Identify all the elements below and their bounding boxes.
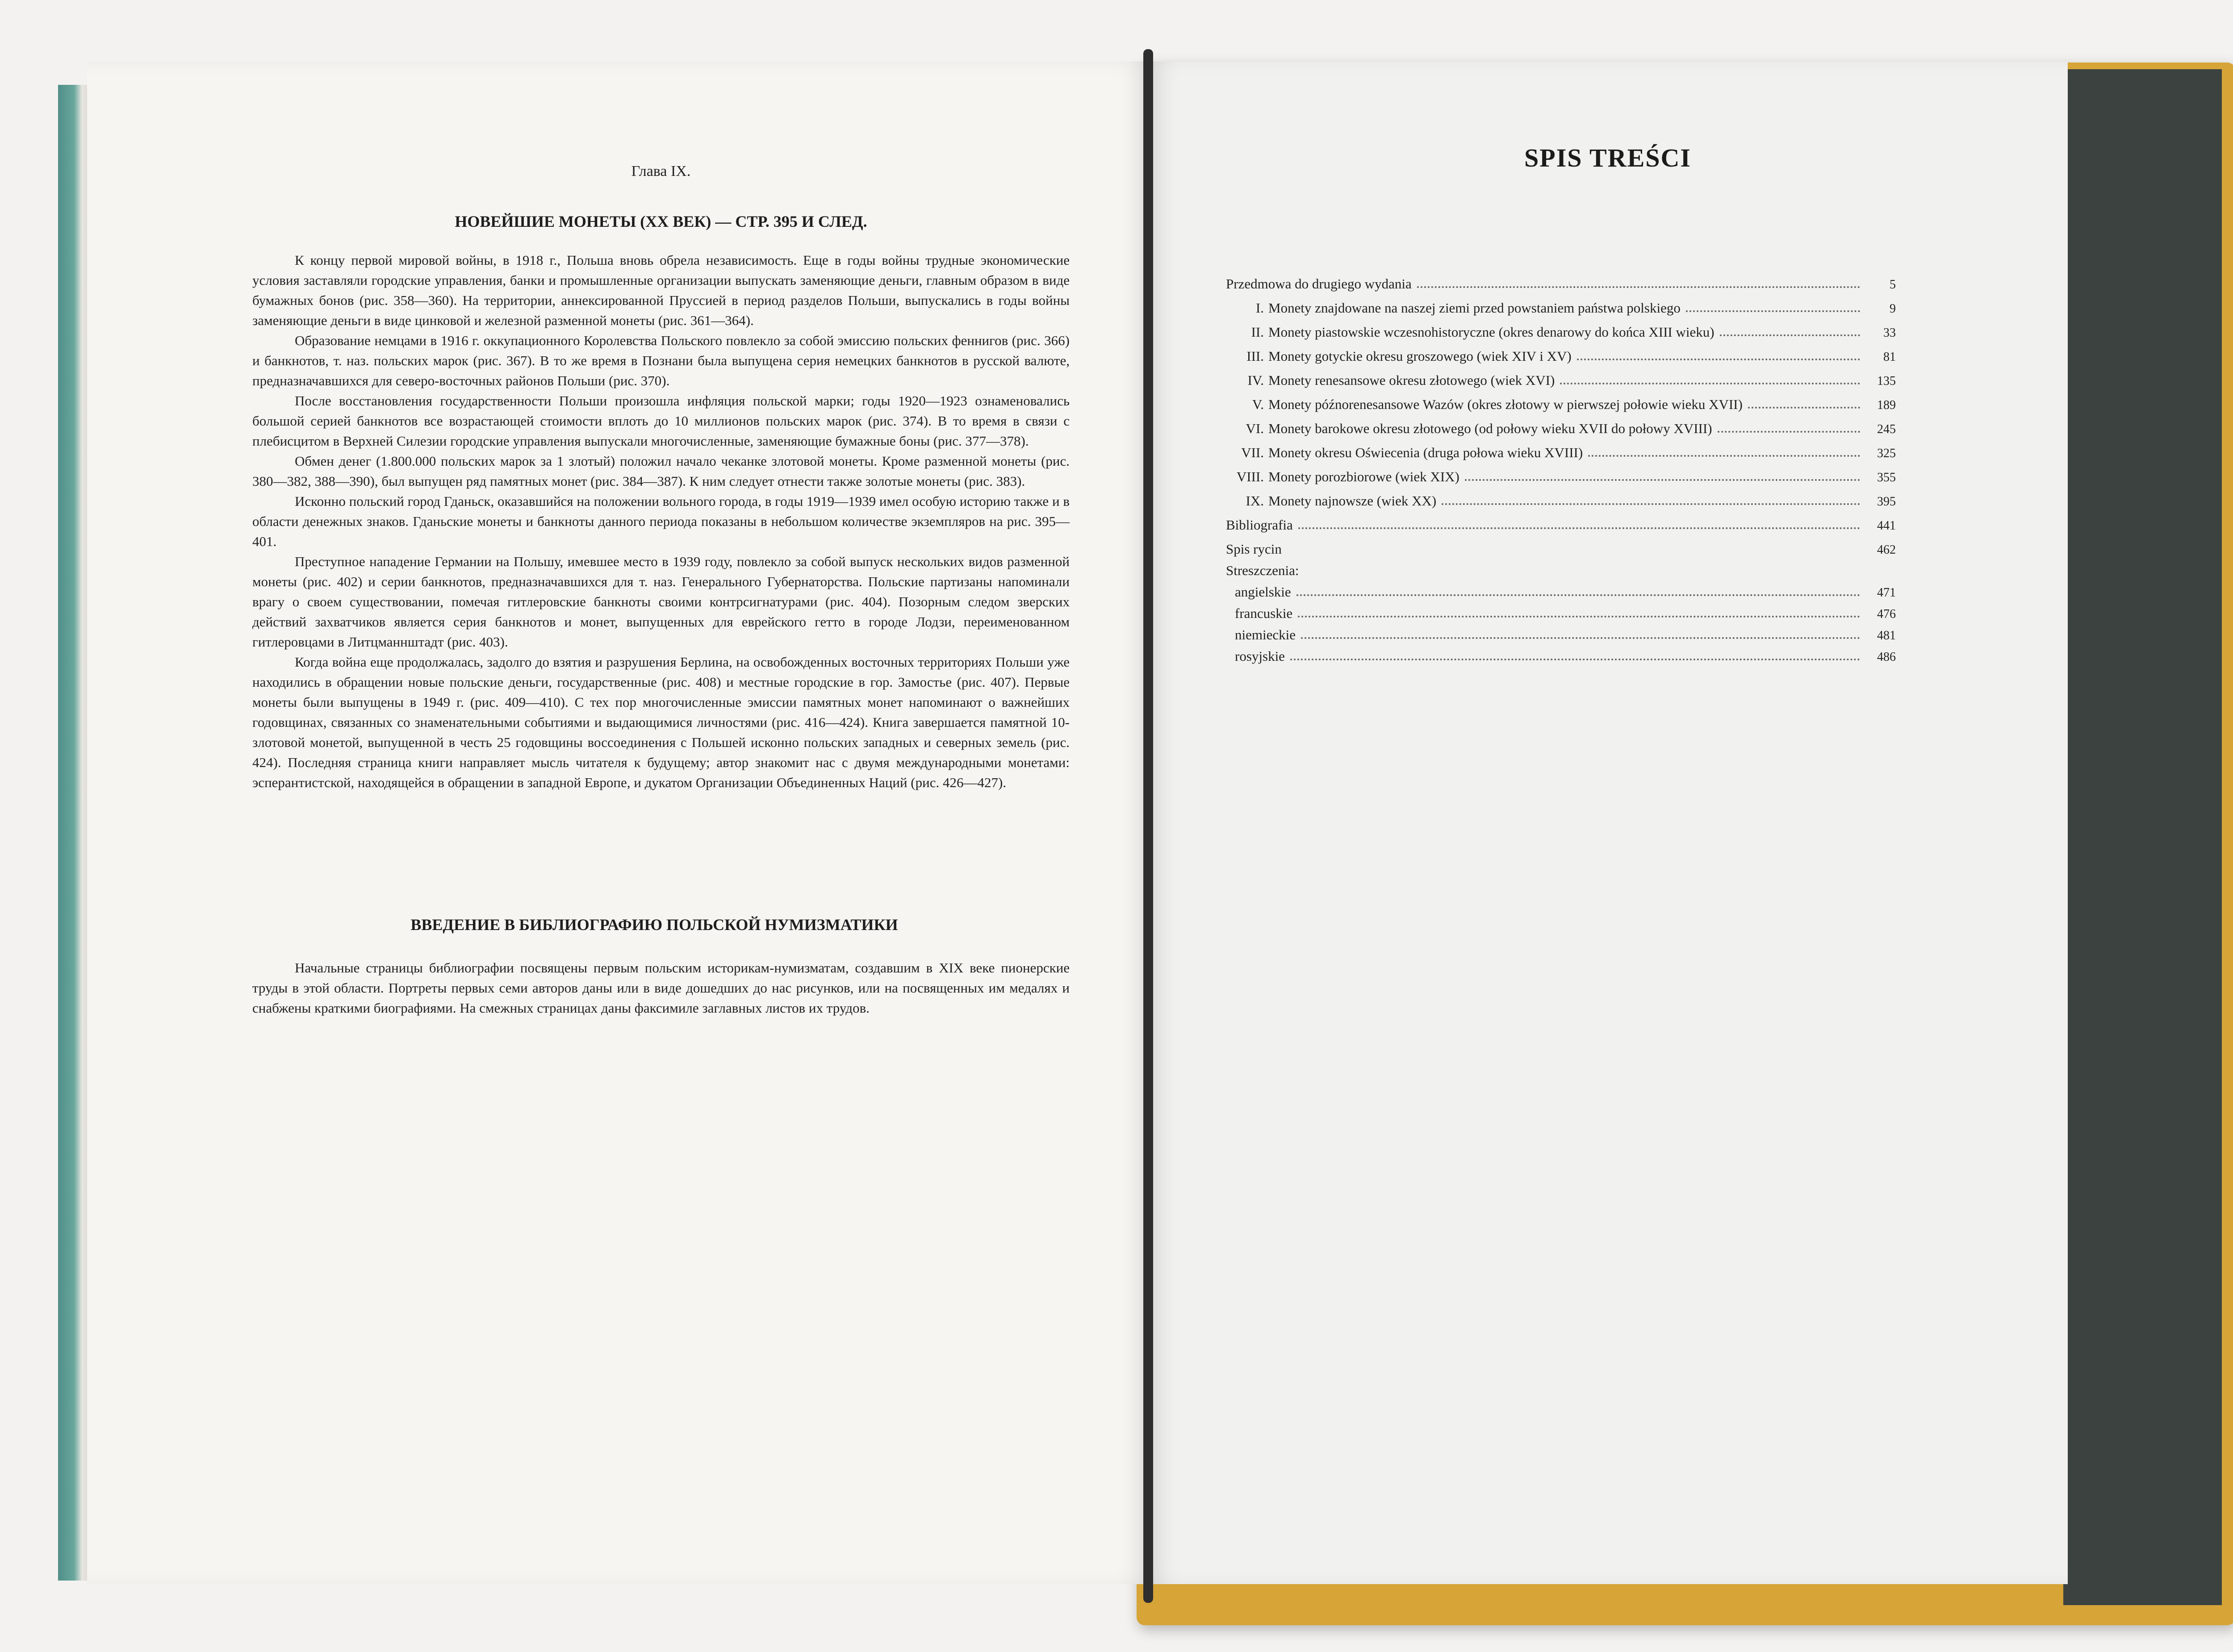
paragraph: Образование немцами в 1916 г. оккупационного Королевства Польского повлекло за собой эмиссию польских феннигов (рис. 366) и банкнотов, т. наз. польских марок (рис. 367). В то же время в Познани была выпущена серия немецких банкнотов в русской валюте, предназначавшихся для северо-восточных районов Польши (рис. 370). bbox=[252, 333, 1070, 388]
toc-page-number: 33 bbox=[1883, 326, 1896, 340]
toc-entry-label: Monety barokowe okresu złotowego (od połowy wieku XVII do połowy XVIII) bbox=[1268, 421, 1715, 437]
toc-entry-label: Monety późnorenesansowe Wazów (okres złotowy w pierwszej połowie wieku XVII) bbox=[1268, 396, 1745, 413]
toc-entry[interactable] bbox=[1226, 461, 1896, 485]
leader-dots bbox=[1686, 310, 1860, 312]
toc-entry-label: Przedmowa do drugiego wydania bbox=[1226, 276, 1414, 292]
toc-entry-number: IX. bbox=[1246, 493, 1264, 509]
paragraph: После восстановления государственности Польши произошла инфляция польской марки; годы 1920—1923 ознаменовались большой серией банкнотов все возрастающей стоимости вплоть до 10 миллионов польских марок (рис. 374). В то время в связи с плебисцитом в Верхней Силезии городские управления выпускали многочисленные, заменяющие бумажные боны (рис. 377—378). bbox=[252, 393, 1070, 449]
toc-page-number: 135 bbox=[1877, 374, 1896, 388]
paragraph: Начальные страницы библиографии посвящены первым польским историкам-нумизматам, создавшим в XIX веке пионерские труды в этой области. Портреты первых семи авторов даны или в виде дошедших до нас рисунков, или на посвященных им медалях и снабжены краткими биографиями. На смежных страницах даны факсимиле заглавных листов их трудов. bbox=[252, 960, 1070, 1016]
toc-entry-label: Monety najnowsze (wiek XX) bbox=[1268, 493, 1439, 509]
toc-page-number: 486 bbox=[1877, 650, 1896, 664]
toc-entry[interactable] bbox=[1226, 533, 1896, 557]
paragraph: Преступное нападение Германии на Польшу, имевшее место в 1939 году, повлекло за собой выпуск нескольких видов разменной монеты (рис. 402) и серии банкнотов, предназначавшихся для т. наз. Генерального Губернаторства. Польские партизаны напоминали врагу о своем существовании, помечая гитлеровские банкноты своими контрсигнатурами (рис. 404). Позорным следом зверских действий захватчиков является серия банкнотов и монет, выпущенных для еврейского гетто в городе Лодзи, переименованном гитлеровцами в Литцманнштадт (рис. 403). bbox=[252, 554, 1070, 650]
toc-entry[interactable] bbox=[1226, 622, 1896, 643]
toc-entry[interactable] bbox=[1226, 292, 1896, 316]
endpaper bbox=[2063, 69, 2222, 1605]
toc-entry-label: Monety piastowskie wczesnohistoryczne (okres denarowy do końca XIII wieku) bbox=[1268, 324, 1717, 340]
book-gutter bbox=[1143, 49, 1153, 1603]
toc-entry[interactable] bbox=[1226, 364, 1896, 388]
toc-page-number: 5 bbox=[1890, 278, 1896, 292]
toc-entry[interactable] bbox=[1226, 579, 1896, 600]
toc-page-number: 189 bbox=[1877, 398, 1896, 412]
paragraph: К концу первой мировой войны, в 1918 г., Польша вновь обрела независимость. Еще в годы войны трудные экономические условия заставляли городские управления, банки и промышленные организации выпускать заменяющие деньги, главным образом в виде бумажных бонов (рис. 358—360). На территории, аннексированной Пруссией в период разделов Польши, выпускались в годы войны заменяющие деньги в виде цинковой и железной разменной монеты (рис. 361—364). bbox=[252, 252, 1070, 328]
toc-entry[interactable] bbox=[1226, 316, 1896, 340]
leader-dots bbox=[1577, 359, 1860, 360]
toc-entry-label: Bibliografia bbox=[1226, 517, 1296, 533]
toc-entry-number: VIII. bbox=[1236, 469, 1264, 484]
toc-entry-number: VI. bbox=[1246, 421, 1264, 436]
toc-entry[interactable] bbox=[1226, 643, 1896, 664]
toc-entry-label: Monety porozbiorowe (wiek XIX) bbox=[1268, 469, 1462, 485]
toc-entry-label: angielskie bbox=[1226, 584, 1294, 600]
toc-entry-number: III. bbox=[1246, 348, 1264, 364]
toc-page-number: 325 bbox=[1877, 446, 1896, 460]
toc-page-number: 441 bbox=[1877, 519, 1896, 533]
paragraph: Обмен денег (1.800.000 польских марок за 1 злотый) положил начало чеканке злотовой монеты. Кроме разменной монеты (рис. 380—382, 388—390), был выпущен ряд памятных монет (рис. 384—387). К ним следует отнести также золотые монеты (рис. 383). bbox=[252, 453, 1070, 489]
toc-page-number: 355 bbox=[1877, 471, 1896, 484]
toc-entry-label: rosyjskie bbox=[1226, 648, 1288, 664]
toc-entry-label: Monety renesansowe okresu złotowego (wiek XVI) bbox=[1268, 372, 1557, 388]
toc-entry-label: Streszczenia: bbox=[1226, 563, 1302, 579]
toc-page-number: 395 bbox=[1877, 495, 1896, 509]
leader-dots bbox=[1718, 431, 1860, 433]
toc-entry[interactable] bbox=[1226, 437, 1896, 461]
toc-entry[interactable] bbox=[1226, 388, 1896, 413]
body-text bbox=[252, 250, 1070, 793]
toc-entry-label: niemieckie bbox=[1226, 627, 1298, 643]
toc-entry-number: II. bbox=[1251, 324, 1264, 340]
toc-entry[interactable] bbox=[1226, 509, 1896, 533]
toc-summaries-header bbox=[1226, 557, 1896, 579]
toc-entry[interactable] bbox=[1226, 340, 1896, 364]
toc-page-number: 9 bbox=[1890, 302, 1896, 316]
leader-dots bbox=[1465, 479, 1860, 481]
toc-page-number: 471 bbox=[1877, 586, 1896, 600]
leader-dots bbox=[1417, 286, 1860, 288]
toc-entry[interactable] bbox=[1226, 268, 1896, 292]
leader-dots bbox=[1442, 503, 1860, 505]
toc-entry[interactable] bbox=[1226, 600, 1896, 622]
toc-page-number: 462 bbox=[1877, 543, 1896, 557]
paragraph: Исконно польский город Гданьск, оказавшийся на положении вольного города, в годы 1919—1939 имел особую историю также и в области денежных знаков. Гданьские монеты и банкноты данного периода показаны в небольшом количестве экземпляров на рис. 395—401. bbox=[252, 493, 1070, 549]
chapter-label: Глава IX. bbox=[631, 163, 691, 179]
leader-dots bbox=[1290, 659, 1860, 660]
leader-dots bbox=[1748, 407, 1860, 409]
toc-entry-label: francuskie bbox=[1226, 605, 1295, 622]
toc-entry-number: IV. bbox=[1247, 372, 1264, 388]
bibliography-intro bbox=[252, 958, 1070, 1018]
toc-title: SPIS TREŚCI bbox=[1524, 143, 1691, 172]
leader-dots bbox=[1296, 594, 1860, 596]
toc-page-number: 81 bbox=[1883, 350, 1896, 364]
toc-page-number: 476 bbox=[1877, 607, 1896, 621]
leader-dots bbox=[1298, 527, 1860, 529]
paragraph: Когда война еще продолжалась, задолго до взятия и разрушения Берлина, на освобожденных восточных территориях Польши уже находились в обращении новые польские деньги, государственные (рис. 408) и местные городские в гор. Замостье (рис. 407). Первые монеты были выпущены в 1949 г. (рис. 409—410). С тех пор многочисленные эмиссии памятных монет напоминают о важнейших годовщинах, связанных со знаменательными событиями и выдающимися личностями (рис. 416—424). Книга завершается памятной 10-злотовой монетой, выпущенной в честь 25 годовщины воссоединения с Польшей исконно польских западных и северных земель (рис. 424). Последняя страница книги направляет мысль читателя к будущему; автор знакомит нас с двумя международными монетами: эсперантистской, находящейся в обращении в западной Европе, и дукатом Организации Объединенных Наций (рис. 426—427). bbox=[252, 654, 1070, 790]
toc-entry-number: I. bbox=[1255, 300, 1264, 316]
leader-dots bbox=[1588, 455, 1860, 457]
toc-entry-label: Monety gotyckie okresu groszowego (wiek XIV i XV) bbox=[1268, 348, 1574, 364]
table-of-contents bbox=[1226, 268, 1896, 664]
toc-entry-number: V. bbox=[1252, 396, 1264, 412]
toc-page-number: 481 bbox=[1877, 629, 1896, 642]
leader-dots bbox=[1301, 637, 1860, 639]
toc-entry-label: Monety znajdowane na naszej ziemi przed powstaniem państwa polskiego bbox=[1268, 300, 1683, 316]
leader-dots bbox=[1720, 334, 1860, 336]
bibliography-heading: ВВЕДЕНИЕ В БИБЛИОГРАФИЮ ПОЛЬСКОЙ НУМИЗМАТИКИ bbox=[410, 916, 898, 934]
leader-dots bbox=[1560, 383, 1860, 384]
leader-dots bbox=[1298, 616, 1860, 617]
toc-entry[interactable] bbox=[1226, 413, 1896, 437]
section-heading: НОВЕЙШИЕ МОНЕТЫ (XX ВЕК) — СТР. 395 И СЛЕД. bbox=[455, 213, 867, 230]
toc-entry-label: Monety okresu Oświecenia (druga połowa wieku XVIII) bbox=[1268, 445, 1585, 461]
toc-entry[interactable] bbox=[1226, 485, 1896, 509]
toc-entry-label: Spis rycin bbox=[1226, 541, 1284, 557]
toc-entry-number: VII. bbox=[1241, 445, 1264, 460]
toc-page-number: 245 bbox=[1877, 422, 1896, 436]
